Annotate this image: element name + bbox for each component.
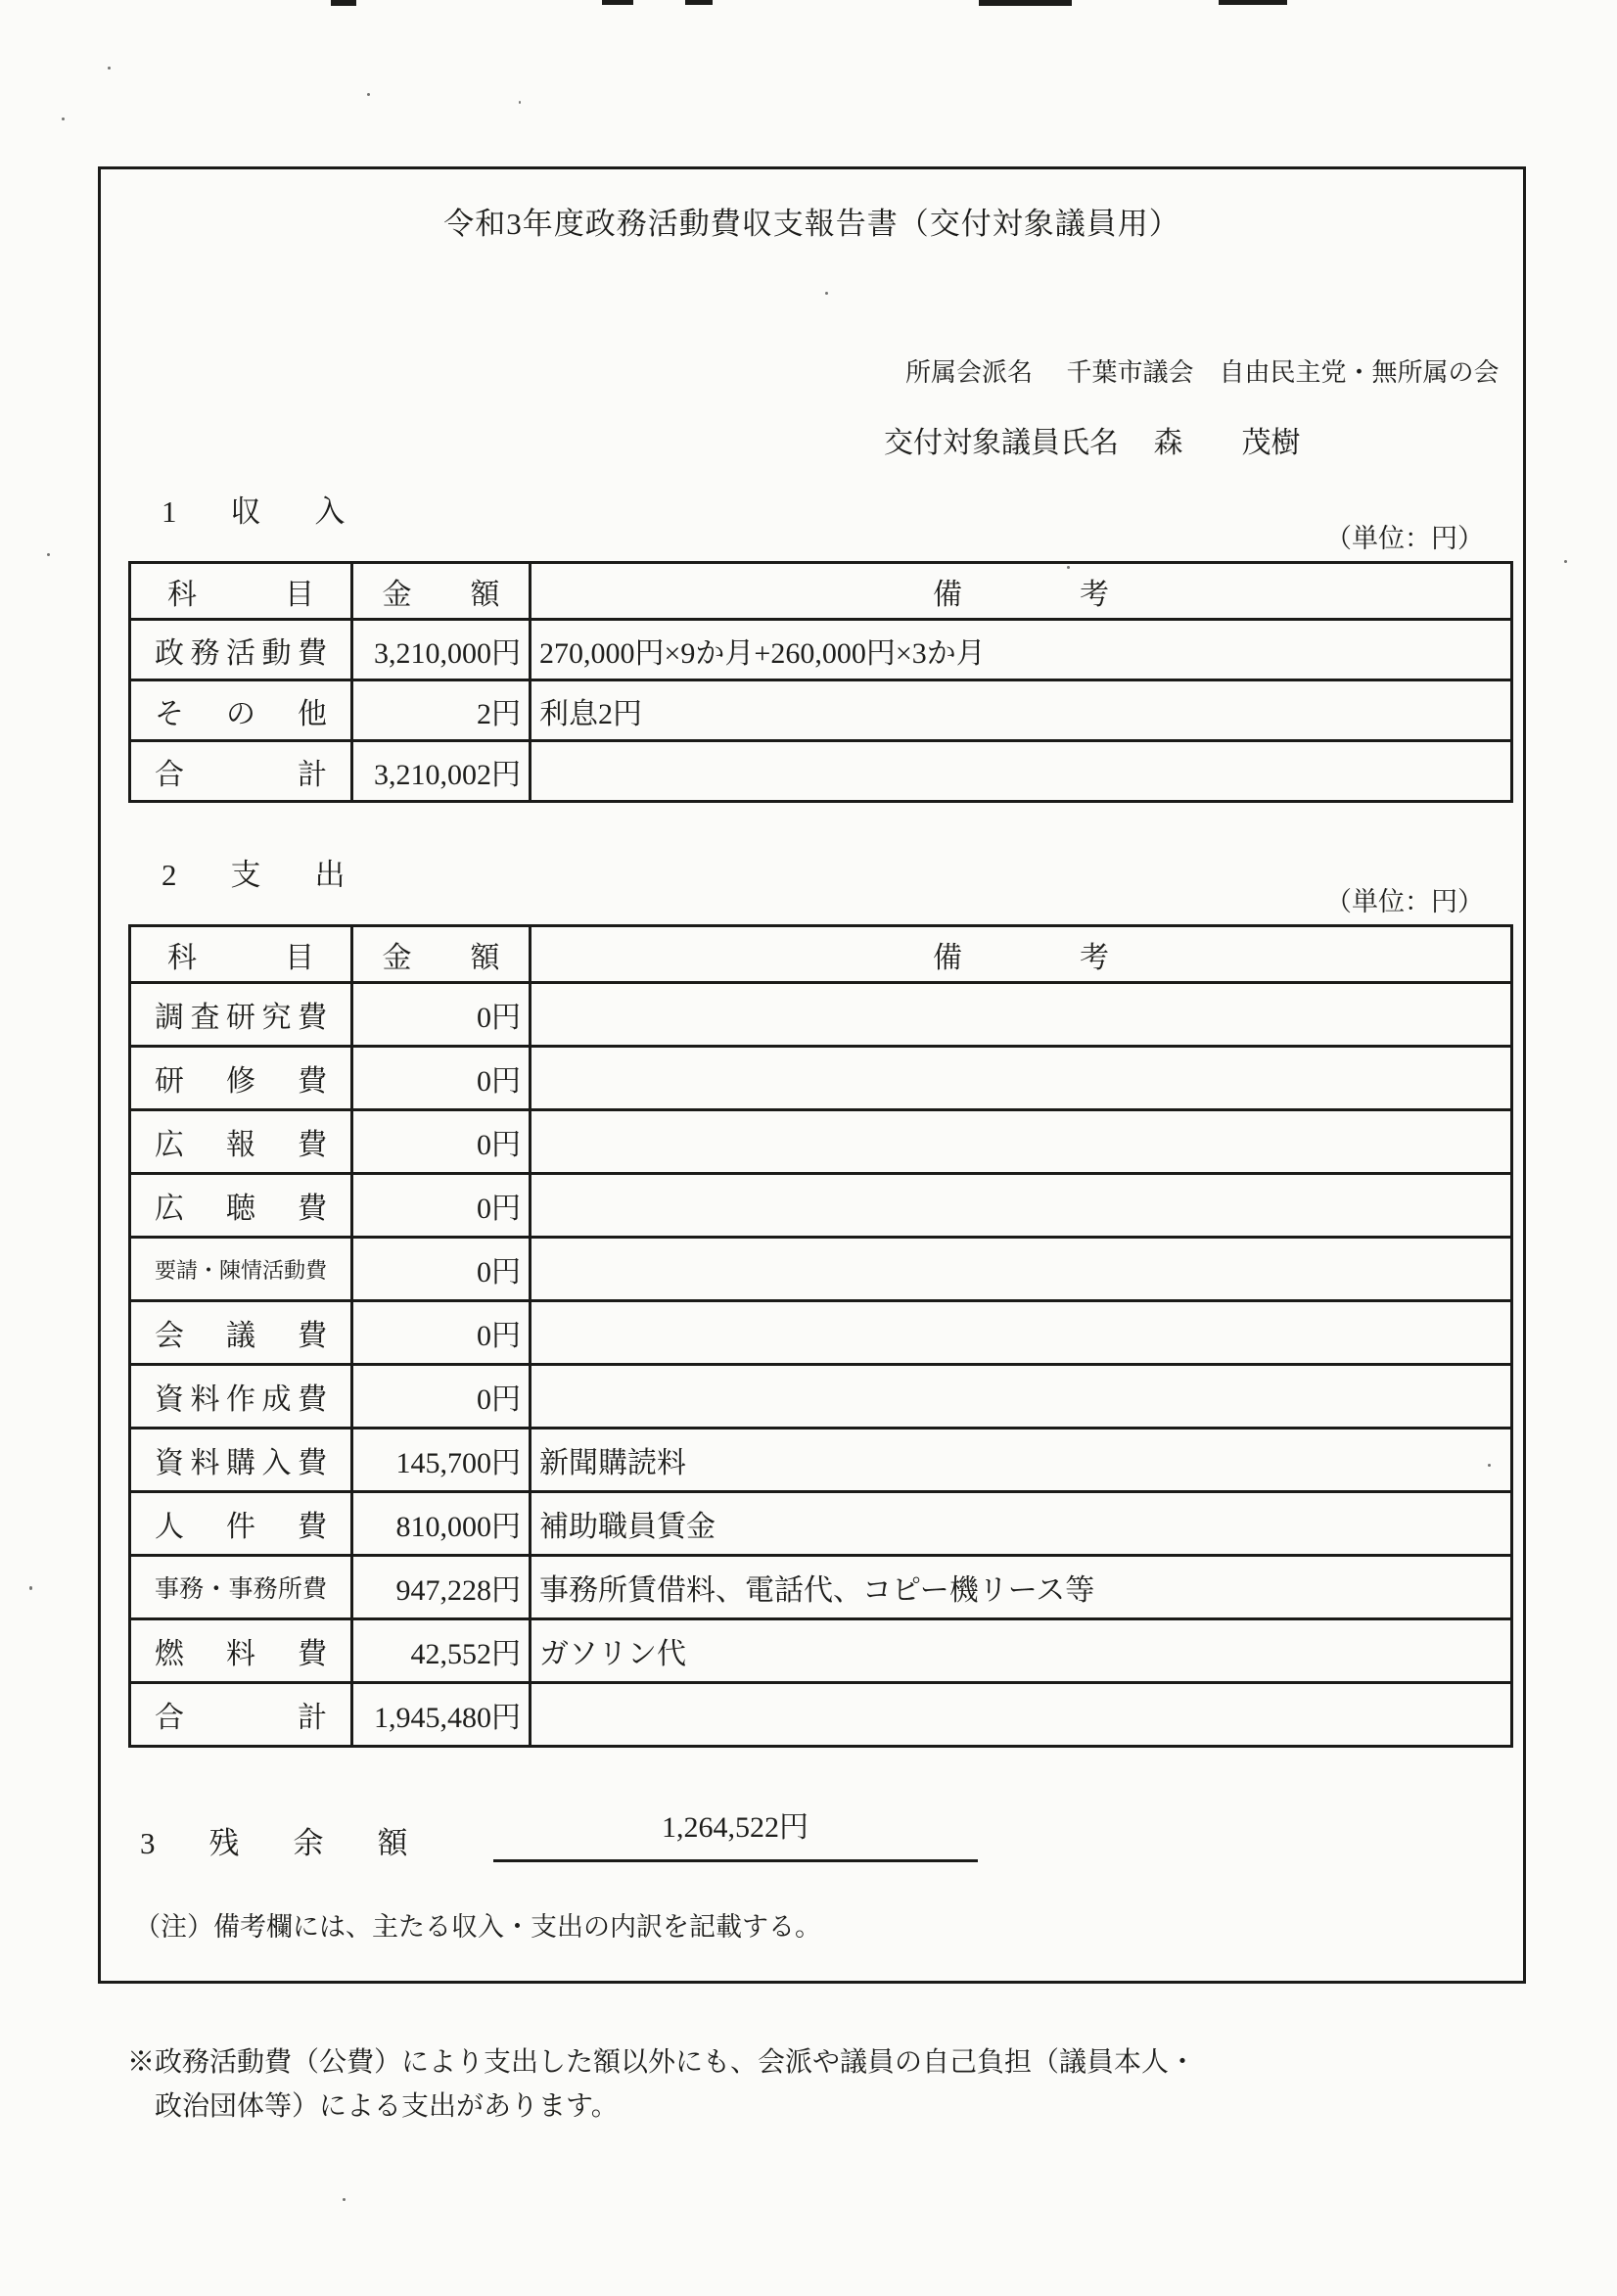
- scan-edge-mark: [331, 0, 356, 6]
- remarks-column-note: （注）備考欄には、主たる収入・支出の内訳を記載する。: [134, 1912, 821, 1942]
- report-title: 令和3年度政務活動費収支報告書（交付対象議員用）: [443, 207, 1180, 241]
- expense-row: [130, 1429, 1512, 1492]
- expense-row: [130, 1047, 1512, 1110]
- expense-row-amount: 1,945,480円: [352, 1683, 531, 1747]
- expense-row: [130, 1365, 1512, 1429]
- expense-row: [130, 1556, 1512, 1619]
- expense-row-amount: 0円: [352, 1047, 531, 1110]
- income-row-amount: 3,210,000円: [352, 620, 531, 680]
- income-header-item: 科 目: [130, 563, 352, 620]
- faction-value: 千葉市議会 自由民主党・無所属の会: [1066, 358, 1500, 387]
- expense-row-remarks: [531, 1365, 1512, 1429]
- scan-speck: [62, 117, 65, 120]
- expense-row-item: 広報費: [130, 1110, 352, 1174]
- footnote: [127, 2041, 1537, 2130]
- expense-table: [128, 924, 1513, 1748]
- scan-edge-mark: [1219, 0, 1287, 5]
- scan-speck: [519, 101, 521, 104]
- income-row-amount: 3,210,002円: [352, 741, 531, 802]
- expense-row-item: 要請・陳情活動費: [130, 1238, 352, 1301]
- expense-row: [130, 983, 1512, 1047]
- expense-header-remarks: 備 考: [531, 926, 1512, 983]
- expense-row-item: 研修費: [130, 1047, 352, 1110]
- income-row: [130, 741, 1512, 802]
- scan-speck: [367, 93, 370, 96]
- income-row-item: 合計: [130, 741, 352, 802]
- expense-row: [130, 1301, 1512, 1365]
- scan-edge-mark: [979, 0, 1072, 6]
- expense-row-amount: 42,552円: [352, 1619, 531, 1683]
- balance-line: [140, 1803, 1523, 1862]
- expense-row: [130, 1683, 1512, 1747]
- expense-row-item: 燃料費: [130, 1619, 352, 1683]
- expense-row-amount: 0円: [352, 1174, 531, 1238]
- income-row-remarks: 270,000円×9か月+260,000円×3か月: [531, 620, 1512, 680]
- expense-row-remarks: [531, 983, 1512, 1047]
- income-row: [130, 680, 1512, 741]
- expense-row-item: 事務・事務所費: [130, 1556, 352, 1619]
- income-section-heading: 1 収 入: [162, 494, 357, 529]
- expense-row-remarks: [531, 1683, 1512, 1747]
- income-row-item: 政務活動費: [130, 620, 352, 680]
- expense-row: [130, 1174, 1512, 1238]
- income-row: [130, 620, 1512, 680]
- scan-edge-mark: [685, 0, 713, 5]
- faction-label: 所属会派名: [905, 358, 1034, 387]
- expense-row: [130, 1619, 1512, 1683]
- expense-row-item: 人件費: [130, 1492, 352, 1556]
- balance-value: 1,264,522円: [493, 1803, 978, 1862]
- expense-row-item: 合計: [130, 1683, 352, 1747]
- scan-speck: [47, 553, 50, 556]
- expense-row-amount: 145,700円: [352, 1429, 531, 1492]
- member-value: 森 茂樹: [1153, 427, 1301, 459]
- member-line: [884, 418, 1523, 461]
- expense-row-amount: 0円: [352, 1301, 531, 1365]
- scan-speck: [343, 2198, 346, 2201]
- member-label: 交付対象議員氏名: [884, 427, 1119, 459]
- expense-row-remarks: [531, 1174, 1512, 1238]
- expense-row-remarks: [531, 1301, 1512, 1365]
- scan-speck: [29, 1586, 32, 1590]
- income-row-item: その他: [130, 680, 352, 741]
- expense-header-item: 科 目: [130, 926, 352, 983]
- income-header-amount: 金 額: [352, 563, 531, 620]
- income-header-remarks: 備 考: [531, 563, 1512, 620]
- expense-row-item: 会議費: [130, 1301, 352, 1365]
- expense-row: [130, 1110, 1512, 1174]
- footnote-line-1: ※政務活動費（公費）により支出した額以外にも、会派や議員の自己負担（議員本人・: [127, 2047, 1197, 2078]
- expense-row: [130, 1492, 1512, 1556]
- income-unit-note: （単位：円）: [1325, 524, 1484, 553]
- expense-row-amount: 810,000円: [352, 1492, 531, 1556]
- expense-row: [130, 1238, 1512, 1301]
- scan-speck: [1564, 560, 1567, 563]
- income-table-body: [130, 620, 1512, 802]
- income-table: [128, 561, 1513, 803]
- expense-row-remarks: 補助職員賃金: [531, 1492, 1512, 1556]
- scan-speck: [108, 67, 111, 70]
- expense-row-amount: 0円: [352, 983, 531, 1047]
- expense-row-amount: 0円: [352, 1110, 531, 1174]
- expense-row-amount: 0円: [352, 1365, 531, 1429]
- expense-row-remarks: [531, 1110, 1512, 1174]
- expense-unit-note: （単位：円）: [1325, 887, 1484, 916]
- expense-row-item: 資料購入費: [130, 1429, 352, 1492]
- footnote-line-2: 政治団体等）による支出があります。: [155, 2090, 619, 2122]
- faction-line: [905, 352, 1523, 389]
- income-header-row: [130, 563, 1512, 620]
- scan-edge-mark: [602, 0, 633, 5]
- expense-section-heading: 2 支 出: [162, 858, 357, 892]
- expense-row-remarks: 新聞購読料: [531, 1429, 1512, 1492]
- income-row-remarks: 利息2円: [531, 680, 1512, 741]
- expense-row-remarks: [531, 1047, 1512, 1110]
- expense-row-remarks: 事務所賃借料、電話代、コピー機リース等: [531, 1556, 1512, 1619]
- expense-row-amount: 947,228円: [352, 1556, 531, 1619]
- expense-header-amount: 金 額: [352, 926, 531, 983]
- expense-row-amount: 0円: [352, 1238, 531, 1301]
- income-row-remarks: [531, 741, 1512, 802]
- income-row-amount: 2円: [352, 680, 531, 741]
- expense-row-item: 広聴費: [130, 1174, 352, 1238]
- report-frame: [98, 166, 1526, 1984]
- expense-table-body: [130, 983, 1512, 1747]
- expense-header-row: [130, 926, 1512, 983]
- expense-row-item: 資料作成費: [130, 1365, 352, 1429]
- expense-row-remarks: ガソリン代: [531, 1619, 1512, 1683]
- balance-label: 3 残 余 額: [140, 1826, 420, 1860]
- expense-row-remarks: [531, 1238, 1512, 1301]
- expense-row-item: 調査研究費: [130, 983, 352, 1047]
